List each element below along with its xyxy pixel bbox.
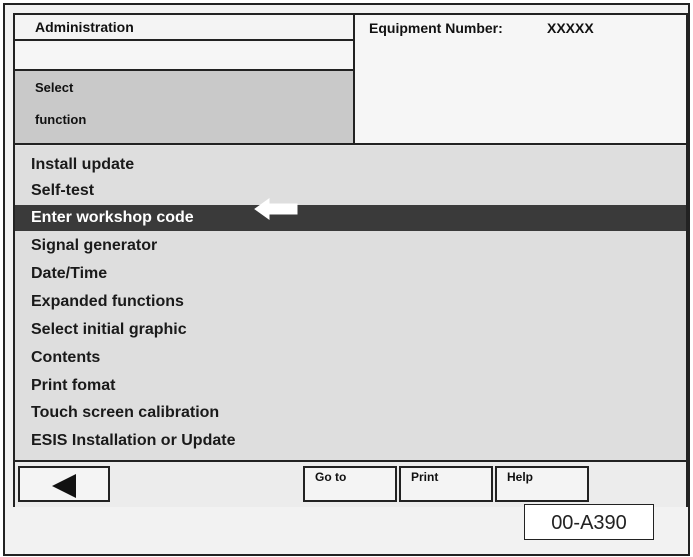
- print-button[interactable]: [399, 466, 493, 502]
- back-triangle-icon: [50, 473, 80, 499]
- menu-item-install-update[interactable]: Install update: [31, 156, 135, 173]
- header-left-panel: [15, 15, 355, 145]
- equipment-number-label: Equipment Number:: [369, 20, 503, 36]
- menu-item-print-format[interactable]: Print fomat: [31, 377, 116, 394]
- menu-item-touch-screen-calibration[interactable]: Touch screen calibration: [31, 404, 220, 421]
- screen: [13, 13, 688, 507]
- menu-item-select-initial-graphic[interactable]: Select initial graphic: [31, 321, 187, 338]
- menu-item-expanded-functions[interactable]: Expanded functions: [31, 293, 184, 310]
- menu-item-esis-installation[interactable]: ESIS Installation or Update: [31, 432, 236, 449]
- menu-item-date-time[interactable]: Date/Time: [31, 265, 108, 282]
- bottom-toolbar: [15, 460, 686, 507]
- select-label-line1: Select: [35, 80, 74, 95]
- equipment-panel: [355, 15, 686, 145]
- page-title: Administration: [15, 15, 353, 41]
- menu-item-signal-generator[interactable]: Signal generator: [31, 237, 158, 254]
- function-menu: [15, 146, 686, 460]
- header-blank-row: [15, 43, 353, 71]
- menu-item-contents[interactable]: Contents: [31, 349, 101, 366]
- goto-button-label: Go to: [315, 470, 347, 484]
- help-button-label: Help: [507, 470, 534, 484]
- goto-button[interactable]: [303, 466, 397, 502]
- left-arrow-icon: [253, 197, 299, 221]
- select-function-panel: [15, 71, 353, 143]
- menu-item-self-test[interactable]: Self-test: [31, 182, 95, 199]
- print-button-label: Print: [411, 470, 439, 484]
- equipment-number-value: XXXXX: [547, 20, 594, 36]
- device-frame: [3, 3, 690, 556]
- menu-item-enter-workshop-code[interactable]: Enter workshop code: [15, 205, 686, 231]
- back-button[interactable]: [18, 466, 110, 502]
- help-button[interactable]: [495, 466, 589, 502]
- figure-id-label: 00-A390: [524, 504, 654, 540]
- select-label-line2: function: [35, 112, 87, 127]
